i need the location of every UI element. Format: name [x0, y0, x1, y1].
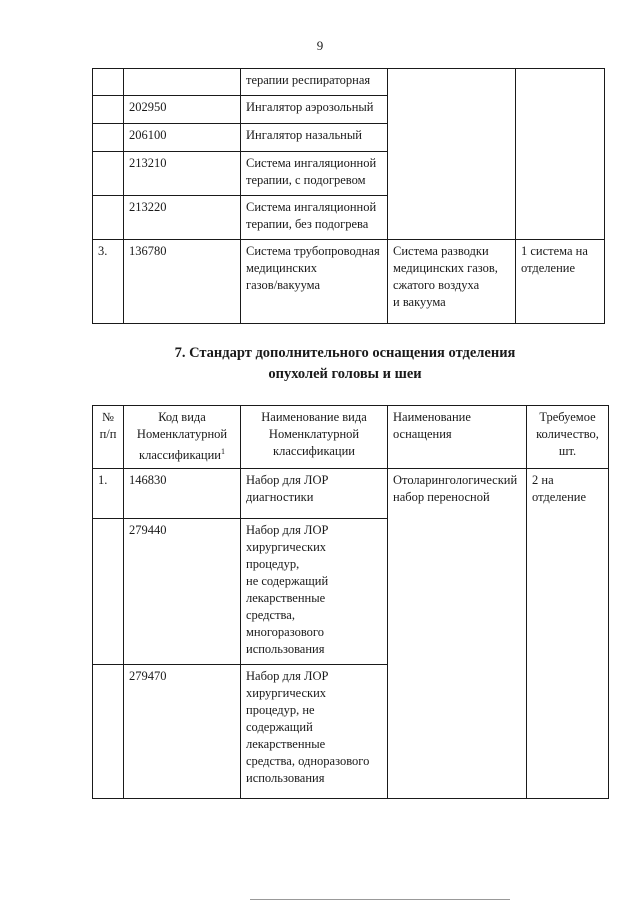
row-number-cell [93, 196, 124, 240]
header-line: количество, [536, 427, 599, 441]
name-line: содержащий [246, 720, 313, 734]
name-cell [241, 240, 388, 324]
quantity-line: отделение [532, 490, 587, 504]
name-line: использования [246, 771, 325, 785]
row-number-cell [93, 519, 124, 665]
header-line: классификации [273, 444, 355, 458]
name-line: использования [246, 642, 325, 656]
equipment-line: Система разводки [393, 244, 489, 258]
code-cell: 279440 [124, 519, 241, 665]
name-line: диагностики [246, 490, 314, 504]
name-line: средства, одноразового [246, 754, 370, 768]
table-row [93, 469, 609, 519]
header-row [93, 406, 609, 469]
header-line: Наименование вида [261, 410, 367, 424]
code-cell: 202950 [124, 96, 241, 124]
header-line: п/п [99, 427, 117, 441]
header-line: Код вида [158, 410, 206, 424]
name-cell [241, 196, 388, 240]
name-cell [241, 152, 388, 196]
code-cell: 206100 [124, 124, 241, 152]
equipment-cell [388, 240, 516, 324]
name-line: Система трубопроводная [246, 244, 380, 258]
name-line: Набор для ЛОР [246, 473, 329, 487]
header-line: шт. [558, 444, 577, 458]
name-line: Система ингаляционной [246, 200, 377, 214]
equipment-cell [388, 469, 527, 799]
quantity-cell [527, 469, 609, 799]
header-name [241, 406, 388, 469]
name-line: газов/вакуума [246, 278, 321, 292]
equipment-line: и вакуума [393, 295, 446, 309]
name-cell: Ингалятор назальный [241, 124, 388, 152]
quantity-line: отделение [521, 261, 576, 275]
header-equipment [388, 406, 527, 469]
equipment-table [92, 405, 609, 799]
header-line: Номенклатурной [136, 427, 228, 441]
row-number-cell: 3. [93, 240, 124, 324]
quantity-cell [516, 69, 605, 240]
equipment-table-continued [92, 68, 605, 324]
name-line: лекарственные [246, 591, 326, 605]
code-cell: 146830 [124, 469, 241, 519]
name-line: медицинских [246, 261, 317, 275]
quantity-cell [516, 240, 605, 324]
footnote-marker: 1 [220, 447, 225, 456]
table-row [93, 69, 605, 96]
header-text: классификации [139, 448, 221, 463]
equipment-line: набор переносной [393, 490, 490, 504]
name-line: процедур, не [246, 703, 315, 717]
name-line: лекарственные [246, 737, 326, 751]
name-cell: Ингалятор аэрозольный [241, 96, 388, 124]
name-line: средства, [246, 608, 295, 622]
name-line: не содержащий [246, 574, 329, 588]
header-line: оснащения [393, 427, 452, 441]
code-cell: 213210 [124, 152, 241, 196]
header-line [129, 443, 235, 464]
name-line: Система ингаляционной [246, 156, 377, 170]
name-line: многоразового [246, 625, 324, 639]
name-line: терапии, с подогревом [246, 173, 366, 187]
table-row [93, 240, 605, 324]
name-line: Набор для ЛОР [246, 523, 329, 537]
quantity-line: 2 на [532, 473, 554, 487]
code-cell: 213220 [124, 196, 241, 240]
row-number-cell [93, 96, 124, 124]
name-line: хирургических [246, 540, 327, 554]
quantity-line: 1 система на [521, 244, 588, 258]
equipment-line: медицинских газов, [393, 261, 498, 275]
name-cell [241, 469, 388, 519]
row-number-cell: 1. [93, 469, 124, 519]
equipment-cell [388, 69, 516, 240]
name-cell [241, 665, 388, 799]
name-line: Набор для ЛОР [246, 669, 329, 683]
code-cell: 279470 [124, 665, 241, 799]
section-heading [120, 343, 570, 385]
name-line: процедур, [246, 557, 300, 571]
header-line: № [102, 410, 114, 424]
header-number [93, 406, 124, 469]
section-heading-line: 7. Стандарт дополнительного оснащения отделения [174, 345, 516, 361]
section-heading-line: опухолей головы и шеи [268, 366, 422, 382]
name-line: хирургических [246, 686, 327, 700]
row-number-cell [93, 152, 124, 196]
header-line: Наименование [393, 410, 471, 424]
header-code [124, 406, 241, 469]
code-cell: 136780 [124, 240, 241, 324]
header-line: Требуемое [539, 410, 596, 424]
header-quantity [527, 406, 609, 469]
name-line: терапии, без подогрева [246, 217, 369, 231]
name-cell: терапии респираторная [241, 69, 388, 96]
row-number-cell [93, 69, 124, 96]
row-number-cell [93, 665, 124, 799]
equipment-line: сжатого воздуха [393, 278, 480, 292]
page-number: 9 [316, 38, 324, 53]
equipment-line: Отоларингологический [393, 473, 518, 487]
code-cell [124, 69, 241, 96]
scan-edge-line [250, 899, 510, 900]
name-cell [241, 519, 388, 665]
row-number-cell [93, 124, 124, 152]
header-line: Номенклатурной [268, 427, 360, 441]
